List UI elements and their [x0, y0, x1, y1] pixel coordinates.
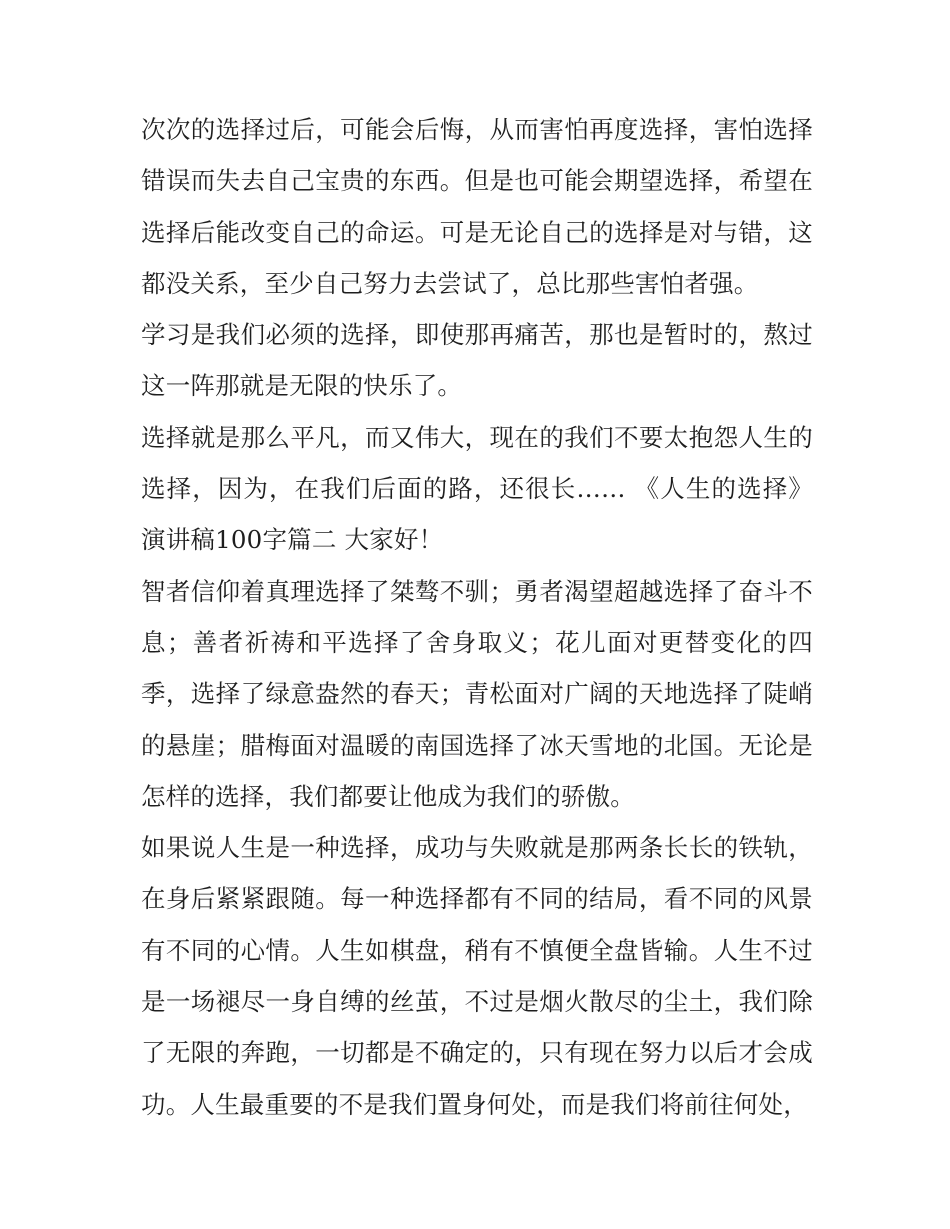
paragraph-3: 选择就是那么平凡，而又伟大，现在的我们不要太抱怨人生的选择，因为，在我们后面的路，还很长…… 《人生的选择》演讲稿100字篇二 大家好！ [141, 422, 813, 555]
paragraph-2: 学习是我们必须的选择，即使那再痛苦，那也是暂时的，熬过这一阵那就是无限的快乐了。 [141, 320, 813, 401]
paragraph-5: 如果说人生是一种选择，成功与失败就是那两条长长的铁轨，在身后紧紧跟随。每一种选择都有不同的结局，看不同的风景有不同的心情。人生如棋盘，稍有不慎便全盘皆输。人生不过是一场褪尽一身自缚的丝茧，不过是烟火散尽的尘土，我们除了无限的奔跑，一切都是不确定的，只有现在努力以后才会成功。人生最重要的不是我们置身何处，而是我们将前往何处， [141, 833, 813, 1119]
paragraph-4: 智者信仰着真理选择了桀骜不驯；勇者渴望超越选择了奋斗不息；善者祈祷和平选择了舍身取义；花儿面对更替变化的四季，选择了绿意盎然的春天；青松面对广阔的天地选择了陡峭的悬崖；腊梅面对温暖的南国选择了冰天雪地的北国。无论是怎样的选择，我们都要让他成为我们的骄傲。 [141, 576, 813, 811]
paragraph-1: 次次的选择过后，可能会后悔，从而害怕再度选择，害怕选择错误而失去自己宝贵的东西。但是也可能会期望选择，希望在选择后能改变自己的命运。可是无论自己的选择是对与错，这都没关系，至少自己努力去尝试了，总比那些害怕者强。 [141, 115, 813, 298]
document-body [141, 104, 813, 1130]
